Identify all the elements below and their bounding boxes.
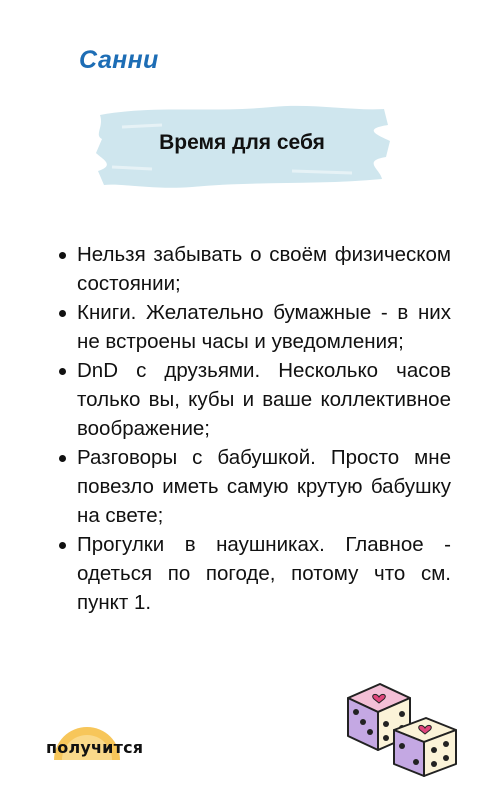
list-item-text: Книги. Желательно бумажные - в них не встроены часы и уведомления; bbox=[77, 301, 451, 353]
logo-text: получится bbox=[46, 738, 144, 757]
bullet-icon bbox=[59, 368, 66, 375]
tips-list bbox=[77, 240, 451, 617]
list-item bbox=[77, 356, 451, 443]
bullet-icon bbox=[59, 252, 66, 259]
bullet-icon bbox=[59, 455, 66, 462]
list-item-text: Разговоры с бабушкой. Просто мне повезло иметь самую крутую бабушку на свете; bbox=[77, 446, 451, 527]
bullet-icon bbox=[59, 310, 66, 317]
brand-logo bbox=[38, 712, 168, 762]
list-item-text: Прогулки в наушниках. Главное - одеться по погоде, потому что см. пункт 1. bbox=[77, 533, 451, 614]
dice-icon bbox=[338, 680, 468, 780]
list-item bbox=[77, 240, 451, 298]
list-item bbox=[77, 530, 451, 617]
list-item-text: DnD с друзьями. Несколько часов только вы, кубы и ваше коллективное воображение; bbox=[77, 359, 451, 440]
list-item bbox=[77, 298, 451, 356]
list-item-text: Нельзя забывать о своём физическом состоянии; bbox=[77, 243, 451, 295]
headline: Время для себя bbox=[159, 131, 325, 154]
bullet-icon bbox=[59, 542, 66, 549]
list-item bbox=[77, 443, 451, 530]
author-name: Санни bbox=[79, 46, 159, 74]
